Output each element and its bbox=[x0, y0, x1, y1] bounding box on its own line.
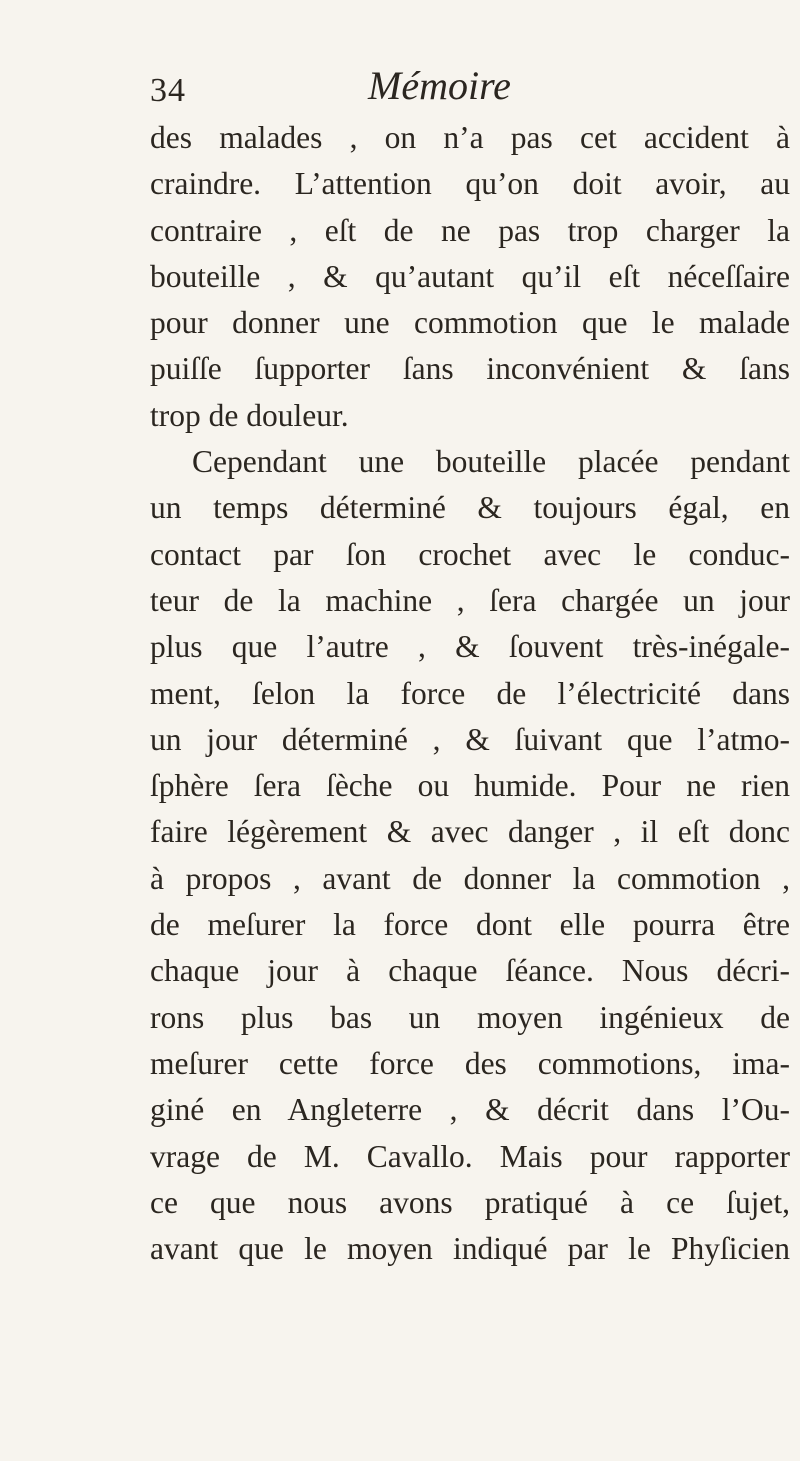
text-line: contraire , eſt de ne pas trop charger la bbox=[150, 212, 790, 248]
text-line: bouteille , & qu’autant qu’il eſt néceſſaire bbox=[150, 258, 790, 294]
text-line: contact par ſon crochet avec le conduc- bbox=[150, 536, 790, 572]
page-number: 34 bbox=[150, 72, 186, 109]
text-line: un jour déterminé , & ſuivant que l’atmo- bbox=[150, 721, 790, 757]
text-line: meſurer cette force des commotions, ima- bbox=[150, 1045, 790, 1081]
running-title: Mémoire bbox=[368, 63, 511, 108]
text-line: à propos , avant de donner la commotion , bbox=[150, 860, 790, 896]
text-line: ſphère ſera ſèche ou humide. Pour ne rien bbox=[150, 768, 790, 804]
text-line: puiſſe ſupporter ſans inconvénient & ſans bbox=[150, 351, 790, 387]
text-line: teur de la machine , ſera chargée un jour bbox=[150, 582, 790, 618]
text-line: faire légèrement & avec danger , il eſt donc bbox=[150, 814, 790, 850]
text-line: pour donner une commotion que le malade bbox=[150, 305, 790, 341]
text-line: chaque jour à chaque ſéance. Nous décri- bbox=[150, 953, 790, 989]
text-line: un temps déterminé & toujours égal, en bbox=[150, 490, 790, 526]
text-line: avant que le moyen indiqué par le Phyſicien bbox=[150, 1231, 790, 1267]
text-line: craindre. L’attention qu’on doit avoir, au bbox=[150, 166, 790, 202]
text-line: de meſurer la force dont elle pourra être bbox=[150, 907, 790, 943]
text-line: Cependant une bouteille placée pendant bbox=[192, 444, 790, 480]
text-line: des malades , on n’a pas cet accident à bbox=[150, 120, 790, 155]
text-line: plus que l’autre , & ſouvent très-inégale- bbox=[150, 629, 790, 665]
text-line: vrage de M. Cavallo. Mais pour rapporter bbox=[150, 1138, 790, 1174]
text-line: trop de douleur. bbox=[150, 397, 349, 433]
page-header bbox=[150, 60, 790, 120]
text-line: ce que nous avons pratiqué à ce ſujet, bbox=[150, 1184, 790, 1220]
text-line: giné en Angleterre , & décrit dans l’Ou- bbox=[150, 1092, 790, 1128]
text-line: ment, ſelon la force de l’électricité dans bbox=[150, 675, 790, 711]
body-text bbox=[150, 115, 790, 1272]
text-line: rons plus bas un moyen ingénieux de bbox=[150, 999, 790, 1035]
